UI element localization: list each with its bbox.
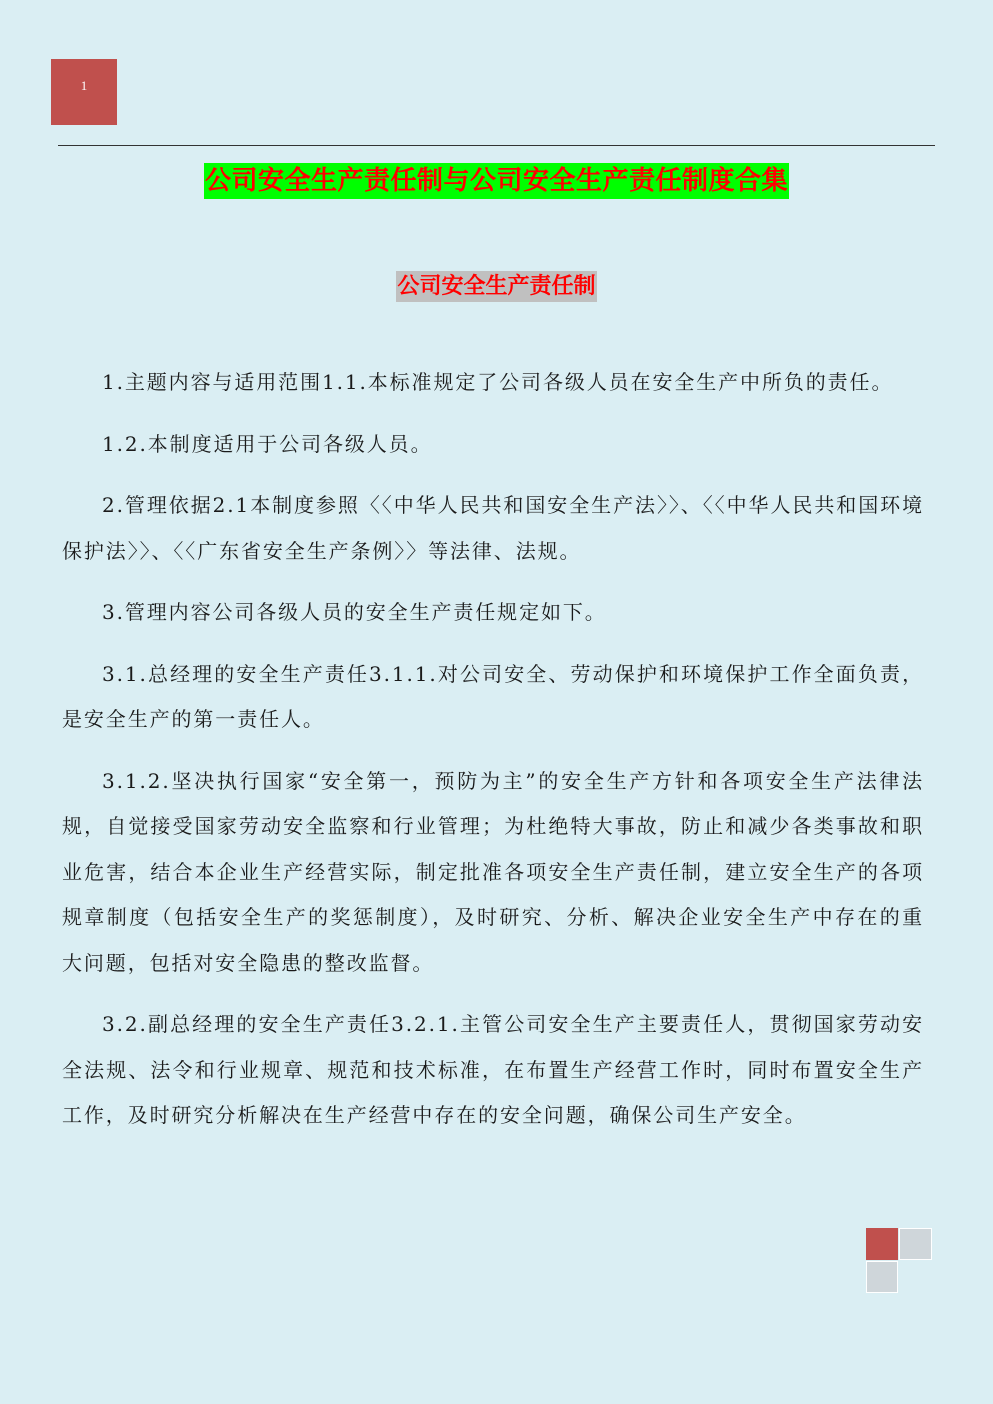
corner-decoration-gray-right xyxy=(899,1228,932,1260)
paragraph-3: 3.管理内容公司各级人员的安全生产责任规定如下。 xyxy=(102,600,607,624)
page-number: 1 xyxy=(80,78,88,93)
paragraph-3-1: 3.1.总经理的安全生产责任3.1.1.对公司安全、劳动保护和环境保护工作全面负责，是安全生产的第一责任人。 xyxy=(62,661,924,731)
paragraph-2: 2.管理依据2.1本制度参照〈〈中华人民共和国安全生产法〉〉、〈〈中华人民共和国环境保护法〉〉、〈〈广东省安全生产条例〉〉等法律、法规。 xyxy=(62,493,924,563)
paragraph-1-1: 1.主题内容与适用范围1.1.本标准规定了公司各级人员在安全生产中所负的责任。 xyxy=(102,370,894,394)
document-title xyxy=(0,163,993,199)
section-title xyxy=(0,271,993,302)
corner-decoration-red xyxy=(866,1228,898,1260)
page-number-badge xyxy=(51,59,117,125)
section-title-text: 公司安全生产责任制 xyxy=(396,271,596,302)
paragraph-1-2: 1.2.本制度适用于公司各级人员。 xyxy=(102,431,433,456)
paragraph-3-2: 3.2.副总经理的安全生产责任3.2.1.主管公司安全生产主要责任人，贯彻国家劳动安全法规、法令和行业规章、规范和技术标准，在布置生产经营工作时，同时布置安全生产工作，及时研究分析解决在生产经营中存在的安全问题，确保公司生产安全。 xyxy=(62,1012,924,1127)
corner-decoration-gray-bottom xyxy=(866,1261,898,1293)
document-body xyxy=(62,360,924,1155)
paragraph-3-1-2: 3.1.2.坚决执行国家“安全第一，预防为主”的安全生产方针和各项安全生产法律法规，自觉接受国家劳动安全监察和行业管理；为杜绝特大事故，防止和减少各类事故和职业危害，结合本企业生产经营实际，制定批准各项安全生产责任制，建立安全生产的各项规章制度（包括安全生产的奖惩制度），及时研究、分析、解决企业安全生产中存在的重大问题，包括对安全隐患的整改监督。 xyxy=(62,768,924,975)
document-title-text: 公司安全生产责任制与公司安全生产责任制度合集 xyxy=(204,163,789,199)
header-divider xyxy=(58,145,935,146)
